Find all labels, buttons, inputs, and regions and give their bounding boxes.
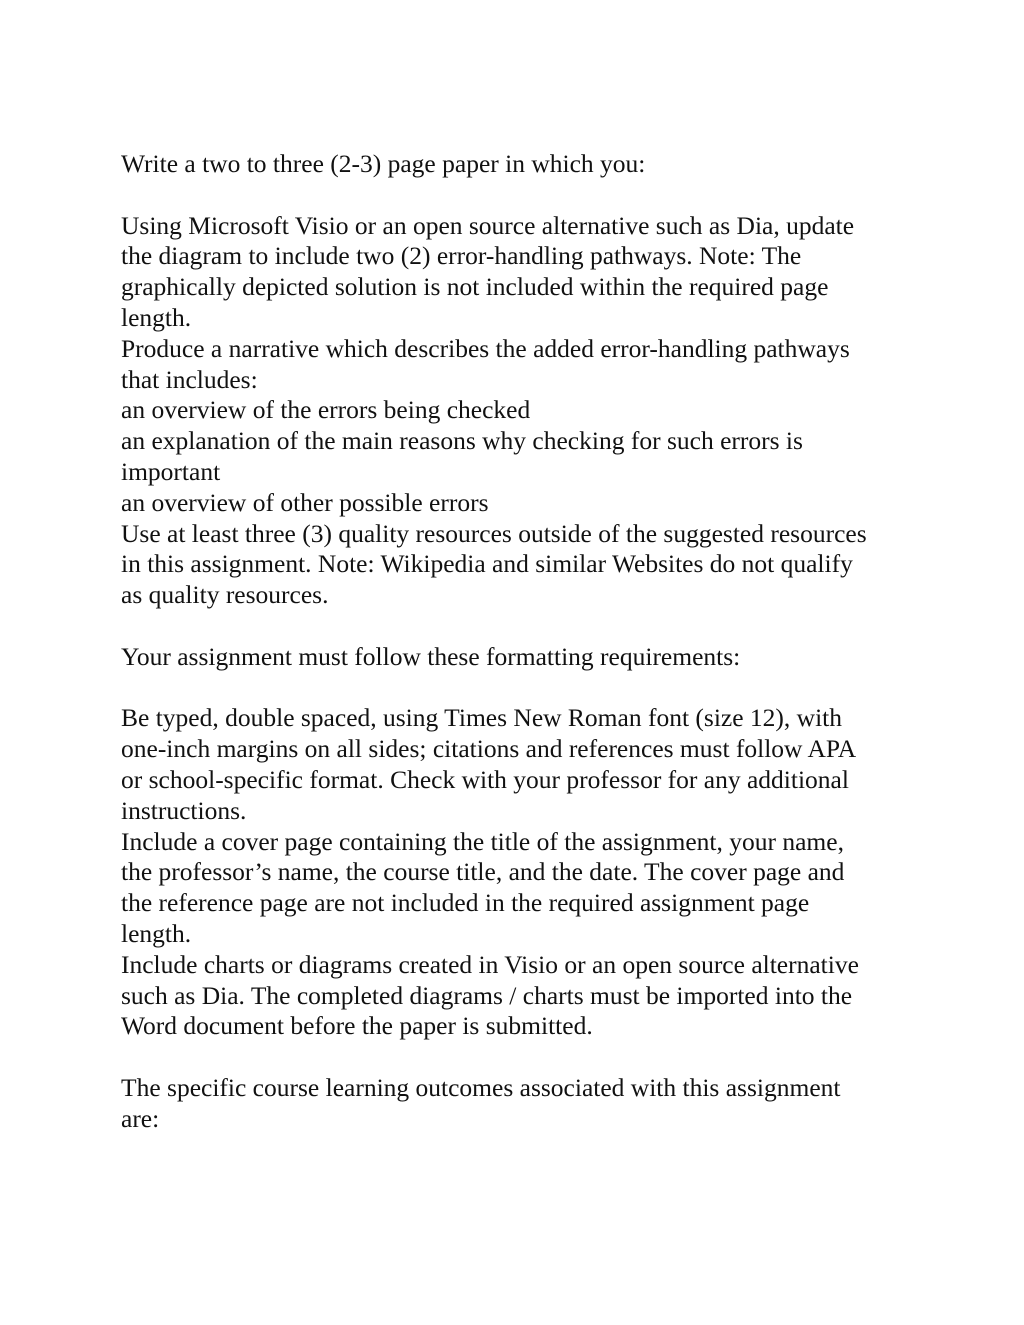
text-line: Be typed, double spaced, using Times New Roman font (size 12), with [121,703,842,733]
formatting-heading: Your assignment must follow these formatting requirements: [121,641,741,671]
text-line: as quality resources. [121,580,329,610]
document-body [121,149,921,1135]
text-line: the professor’s name, the course title, and the date. The cover page and [121,857,845,887]
text-line: or school-specific format. Check with your professor for any additional [121,764,849,794]
text-line: one-inch margins on all sides; citations and references must follow APA [121,734,857,764]
text-line: Produce a narrative which describes the added error-handling pathways [121,333,850,363]
intro-text: Write a two to three (2-3) page paper in which you: [121,149,646,178]
text-line: Include a cover page containing the title of the assignment, your name, [121,826,844,856]
text-line: The specific course learning outcomes associated with this assignment [121,1072,841,1102]
learning-outcomes-intro [121,1073,921,1135]
formatting-typed-requirement [121,703,921,826]
paragraph-gap [121,1042,921,1073]
text-line: are: [121,1103,160,1133]
paragraph-gap [121,673,921,704]
subtask-overview-errors: an overview of the errors being checked [121,395,531,425]
formatting-charts-requirement [121,950,921,1042]
text-line: Word document before the paper is submitted. [121,1011,593,1041]
text-line: that includes: [121,364,258,394]
text-line: instructions. [121,795,247,825]
text-line: such as Dia. The completed diagrams / charts must be imported into the [121,980,853,1010]
text-line: Use at least three (3) quality resources outside of the suggested resources [121,518,867,548]
text-line: important [121,456,221,486]
task-visio-update [121,211,921,334]
paragraph-gap [121,180,921,211]
text-line: the reference page are not included in the required assignment page [121,888,810,918]
text-line: graphically depicted solution is not included within the required page [121,272,829,302]
text-line: length. [121,918,192,948]
text-line: in this assignment. Note: Wikipedia and similar Websites do not qualify [121,549,853,579]
text-line: the diagram to include two (2) error-handling pathways. Note: The [121,241,802,271]
text-line: Using Microsoft Visio or an open source alternative such as Dia, update [121,210,855,240]
formatting-cover-page-requirement [121,827,921,950]
subtask-explanation [121,426,921,488]
text-line: an explanation of the main reasons why checking for such errors is [121,426,803,456]
subtask-overview-other-errors: an overview of other possible errors [121,487,489,517]
task-resources [121,519,921,611]
text-line: length. [121,302,192,332]
task-narrative [121,334,921,396]
text-line: Include charts or diagrams created in Visio or an open source alternative [121,949,859,979]
paragraph-gap [121,611,921,642]
